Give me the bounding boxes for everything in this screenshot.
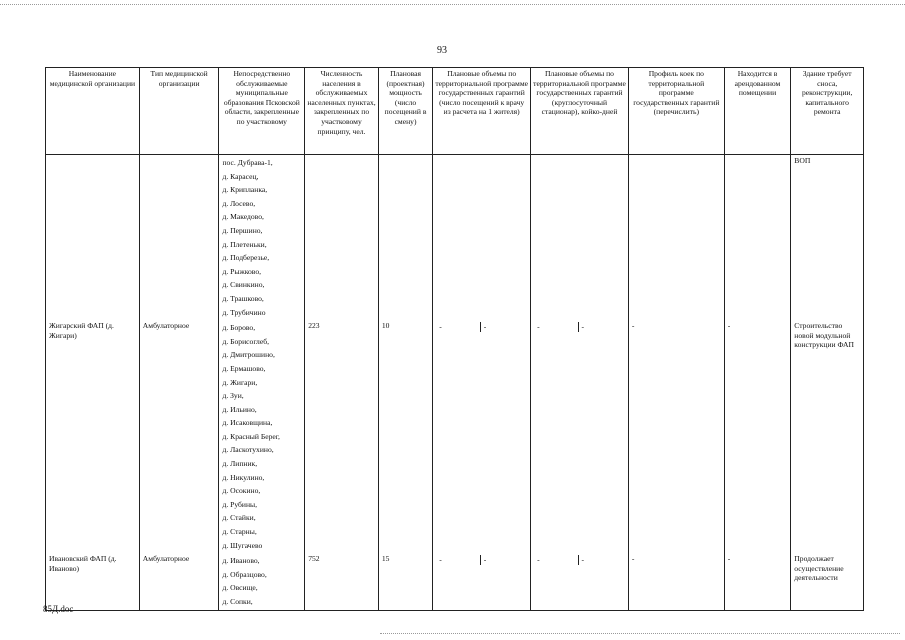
beds-cell: [531, 320, 629, 553]
settlement-item: д. Трашково,: [222, 293, 264, 303]
capacity-cell: 15: [378, 553, 432, 610]
settlement-item: д. Трубичино: [222, 307, 266, 317]
page-number: 93: [437, 45, 447, 56]
header-cell: Наименование медицинской организации: [46, 68, 140, 155]
settlement-item: д. Борисоглеб,: [222, 336, 269, 346]
settlement-item: д. Сопки,: [222, 597, 253, 606]
rented-cell: [724, 155, 791, 321]
settlement-item: пос. Дубрава-1,: [222, 158, 273, 167]
settlement-item: д. Исаковщина,: [222, 418, 273, 428]
table-row: [46, 155, 864, 321]
visits-value-a: -: [439, 555, 442, 565]
org-type-cell: [139, 155, 219, 321]
settlement-item: д. Дмитрошино,: [222, 350, 275, 360]
beds-value-b: -: [578, 322, 622, 332]
beds-value-a: -: [537, 555, 540, 565]
capacity-cell: [378, 155, 432, 321]
table-row: [46, 320, 864, 553]
medical-organizations-table: [45, 67, 864, 611]
table-row: [46, 553, 864, 610]
bed-profile-cell: -: [628, 553, 724, 610]
settlement-item: д. Борово,: [222, 323, 256, 333]
document-filename: 85Д.doc: [43, 604, 74, 614]
header-cell: Непосредственно обслуживаемые муниципальные образования Псковской области, закрепленные по участковому: [219, 68, 305, 155]
header-cell: Плановая (проектная) мощность (число посещений в смену): [378, 68, 432, 155]
settlement-item: д. Рыжково,: [222, 266, 262, 276]
settlement-item: д. Осокино,: [222, 486, 261, 496]
settlements-cell: [219, 320, 305, 553]
beds-cell: [531, 155, 629, 321]
header-cell: Плановые объемы по территориальной программе государственных гарантий (число посещений к врачу из расчета на 1 жителя): [433, 68, 531, 155]
beds-cell: [531, 553, 629, 610]
scan-edge-bottom: [380, 633, 900, 634]
bed-profile-cell: -: [628, 320, 724, 553]
settlement-item: д. Старны,: [222, 527, 257, 537]
settlements-cell: [219, 553, 305, 610]
settlement-item: д. Першино,: [222, 225, 263, 235]
settlement-list: [222, 554, 301, 608]
header-cell: Плановые объемы по территориальной программе государственных гарантий (круглосуточный стационар), койко-дней: [531, 68, 629, 155]
settlement-item: д. Лосево,: [222, 198, 256, 208]
settlement-item: д. Никулино,: [222, 472, 265, 482]
settlement-item: д. Иваново,: [222, 556, 260, 566]
rented-cell: -: [724, 320, 791, 553]
settlement-item: д. Зуи,: [222, 391, 244, 401]
scan-edge-top: [0, 4, 905, 5]
settlement-item: д. Красный Берег,: [222, 431, 280, 441]
settlement-item: д. Рубины,: [222, 499, 258, 509]
table-header-row: [46, 68, 864, 155]
visits-cell: [433, 553, 531, 610]
visits-value-a: -: [439, 322, 442, 332]
settlement-item: д. Карасец,: [222, 171, 259, 181]
settlement-item: д. Стайки,: [222, 513, 256, 523]
org-name-cell: Жигарский ФАП (д. Жигари): [46, 320, 140, 553]
org-type-cell: Амбулаторное: [139, 553, 219, 610]
settlement-item: д. Крипланка,: [222, 185, 268, 195]
visits-cell: [433, 155, 531, 321]
settlement-item: д. Овсище,: [222, 583, 258, 593]
population-cell: 752: [305, 553, 379, 610]
settlement-item: д. Подберезье,: [222, 253, 270, 263]
settlement-item: д. Ермашово,: [222, 363, 266, 373]
settlement-item: д. Македово,: [222, 212, 264, 222]
capacity-cell: 10: [378, 320, 432, 553]
bed-profile-cell: [628, 155, 724, 321]
org-type-cell: Амбулаторное: [139, 320, 219, 553]
settlement-list: [222, 321, 301, 552]
settlement-item: д. Плетеньки,: [222, 239, 267, 249]
settlement-item: д. Жигари,: [222, 377, 258, 387]
header-cell: Профиль коек по территориальной программе государственных гарантий (перечислить): [628, 68, 724, 155]
header-cell: Находится в арендованном помещении: [724, 68, 791, 155]
population-cell: 223: [305, 320, 379, 553]
header-cell: Тип медицинской организации: [139, 68, 219, 155]
building-status-cell: Продолжает осуществление деятельности: [791, 553, 864, 610]
building-status-cell: ВОП: [791, 155, 864, 321]
settlement-item: д. Липник,: [222, 459, 258, 469]
beds-value-b: -: [578, 555, 622, 565]
building-status-cell: Строительство новой модульной конструкции ФАП: [791, 320, 864, 553]
settlement-item: д. Свинкино,: [222, 280, 265, 290]
settlement-list: [222, 156, 301, 319]
population-cell: [305, 155, 379, 321]
rented-cell: -: [724, 553, 791, 610]
settlement-item: д. Ильино,: [222, 404, 257, 414]
org-name-cell: [46, 155, 140, 321]
beds-value-a: -: [537, 322, 540, 332]
settlement-item: д. Шугачево: [222, 540, 263, 550]
header-cell: Здание требует сноса, реконструкции, капитального ремонта: [791, 68, 864, 155]
visits-cell: [433, 320, 531, 553]
settlement-item: д. Ласкотухино,: [222, 445, 274, 455]
visits-value-b: -: [480, 555, 524, 565]
visits-value-b: -: [480, 322, 524, 332]
settlement-item: д. Образцово,: [222, 569, 267, 579]
settlements-cell: [219, 155, 305, 321]
header-cell: Численность населения в обслуживаемых населенных пунктах, закрепленных по участковому принципу, чел.: [305, 68, 379, 155]
org-name-cell: Ивановский ФАП (д. Иваново): [46, 553, 140, 610]
